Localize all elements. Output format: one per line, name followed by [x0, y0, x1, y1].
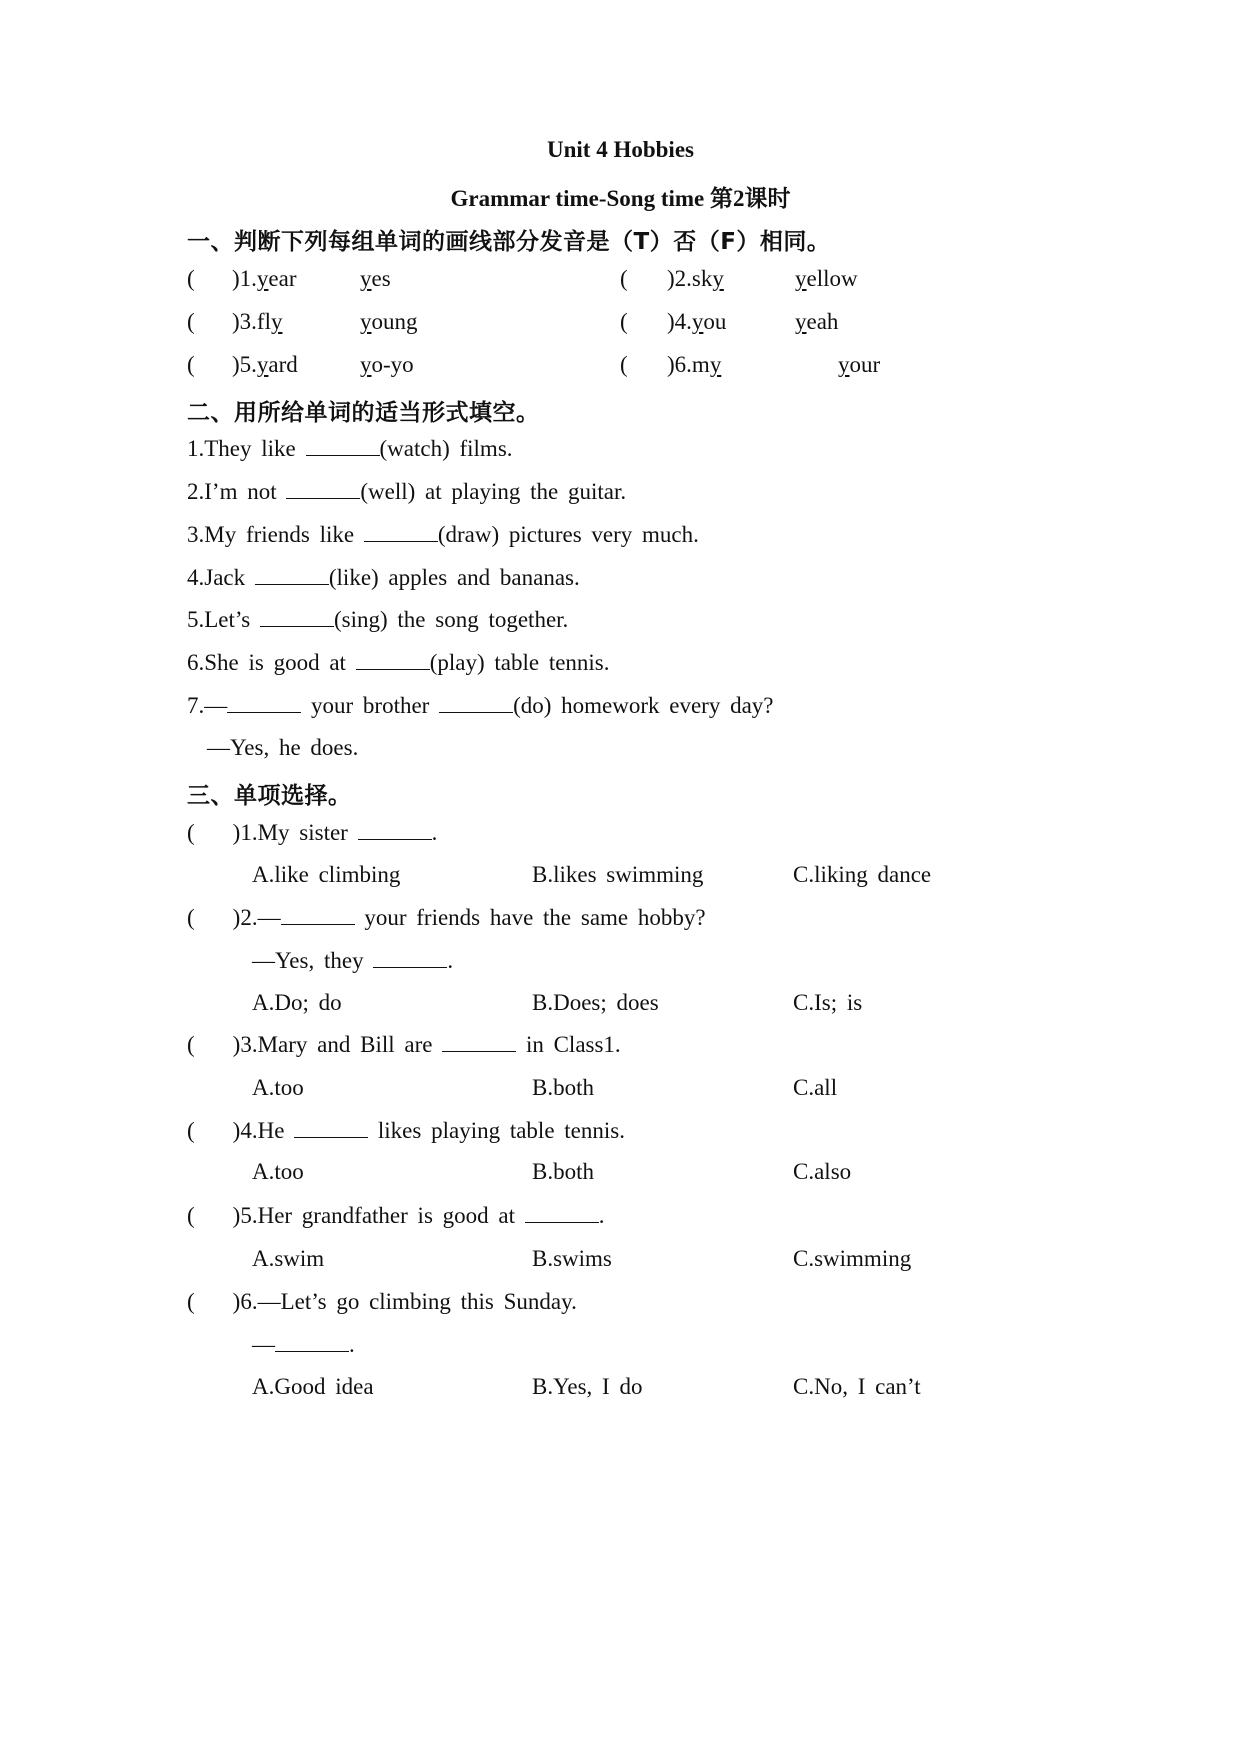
page-subtitle: Grammar time-Song time 第2课时: [450, 186, 791, 211]
fill-blank-item-6: 6.She is good at (play) table tennis.: [187, 650, 610, 675]
choice-question-2-reply: —Yes, they .: [252, 948, 454, 973]
option-a[interactable]: A.swim: [252, 1246, 325, 1271]
option-b[interactable]: B.Yes, I do: [532, 1374, 643, 1399]
answer-paren[interactable]: (: [187, 1118, 195, 1143]
answer-blank: [373, 949, 447, 968]
fill-blank-item-7-answer: —Yes, he does.: [207, 735, 359, 760]
choice-question-4: ( )4.He likes playing table tennis.: [187, 1118, 625, 1143]
choice-question-2: ( )2.— your friends have the same hobby?: [187, 905, 706, 930]
answer-paren[interactable]: (: [187, 1289, 195, 1314]
option-b[interactable]: B.Does; does: [532, 990, 659, 1015]
option-b[interactable]: B.both: [532, 1075, 594, 1100]
word-pair-item-2: )2.sky: [667, 266, 724, 291]
word-pair-item-2-second: yellow: [795, 266, 858, 291]
answer-paren[interactable]: (: [620, 266, 628, 291]
choice-question-1: ( )1.My sister .: [187, 820, 438, 845]
word-pair-item-3: )3.fly: [232, 309, 283, 334]
answer-blank[interactable]: [255, 566, 329, 585]
answer-blank[interactable]: [227, 694, 301, 713]
answer-blank[interactable]: [260, 608, 334, 627]
word-pair-item-1-second: yes: [360, 266, 391, 291]
answer-paren[interactable]: (: [187, 820, 195, 845]
option-b[interactable]: B.likes swimming: [532, 862, 704, 887]
answer-paren[interactable]: (: [187, 309, 195, 334]
option-c[interactable]: C.all: [793, 1075, 838, 1100]
option-c[interactable]: C.swimming: [793, 1246, 912, 1271]
option-a[interactable]: A.Do; do: [252, 990, 342, 1015]
answer-paren[interactable]: (: [187, 1032, 195, 1057]
answer-blank: [294, 1119, 368, 1138]
answer-blank[interactable]: [306, 437, 380, 456]
answer-paren[interactable]: (: [187, 1203, 195, 1228]
answer-paren[interactable]: (: [620, 352, 628, 377]
answer-blank[interactable]: [364, 523, 438, 542]
word-pair-item-4: )4.you: [667, 309, 727, 334]
answer-blank: [358, 821, 432, 840]
word-pair-item-4-second: yeah: [795, 309, 839, 334]
answer-paren[interactable]: (: [620, 309, 628, 334]
fill-blank-item-1: 1.They like (watch) films.: [187, 436, 513, 461]
fill-blank-item-3: 3.My friends like (draw) pictures very much.: [187, 522, 699, 547]
fill-blank-item-5: 5.Let’s (sing) the song together.: [187, 607, 569, 632]
answer-blank[interactable]: [286, 480, 360, 499]
option-b[interactable]: B.both: [532, 1159, 594, 1184]
word-pair-item-3-second: young: [360, 309, 418, 334]
fill-blank-item-7: 7.— your brother (do) homework every day?: [187, 693, 774, 718]
option-c[interactable]: C.also: [793, 1159, 852, 1184]
option-a[interactable]: A.Good idea: [252, 1374, 374, 1399]
answer-blank: [275, 1333, 349, 1352]
choice-question-6: ( )6.—Let’s go climbing this Sunday.: [187, 1289, 577, 1314]
option-a[interactable]: A.too: [252, 1159, 304, 1184]
answer-paren[interactable]: (: [187, 905, 195, 930]
answer-blank: [281, 906, 355, 925]
section3-heading: 三、单项选择。: [187, 783, 352, 809]
word-pair-item-5: )5.yard: [232, 352, 298, 377]
option-b[interactable]: B.swims: [532, 1246, 612, 1271]
option-a[interactable]: A.too: [252, 1075, 304, 1100]
answer-blank[interactable]: [439, 694, 513, 713]
page-title: Unit 4 Hobbies: [547, 137, 694, 162]
option-c[interactable]: C.No, I can’t: [793, 1374, 921, 1399]
word-pair-item-1: )1.year: [232, 266, 297, 291]
answer-blank: [525, 1204, 599, 1223]
section2-heading: 二、用所给单词的适当形式填空。: [187, 400, 540, 426]
choice-question-5: ( )5.Her grandfather is good at .: [187, 1203, 605, 1228]
answer-blank[interactable]: [356, 651, 430, 670]
word-pair-item-6-second: your: [838, 352, 881, 377]
option-a[interactable]: A.like climbing: [252, 862, 401, 887]
answer-paren[interactable]: (: [187, 352, 195, 377]
section1-heading: 一、判断下列每组单词的画线部分发音是（T）否（F）相同。: [187, 229, 831, 255]
choice-question-3: ( )3.Mary and Bill are in Class1.: [187, 1032, 621, 1057]
fill-blank-item-4: 4.Jack (like) apples and bananas.: [187, 565, 580, 590]
fill-blank-item-2: 2.I’m not (well) at playing the guitar.: [187, 479, 627, 504]
answer-blank: [442, 1033, 516, 1052]
word-pair-item-6: )6.my: [667, 352, 722, 377]
option-c[interactable]: C.Is; is: [793, 990, 863, 1015]
answer-paren[interactable]: (: [187, 266, 195, 291]
word-pair-item-5-second: yo-yo: [360, 352, 414, 377]
choice-question-6-reply: — .: [252, 1332, 355, 1357]
option-c[interactable]: C.liking dance: [793, 862, 932, 887]
